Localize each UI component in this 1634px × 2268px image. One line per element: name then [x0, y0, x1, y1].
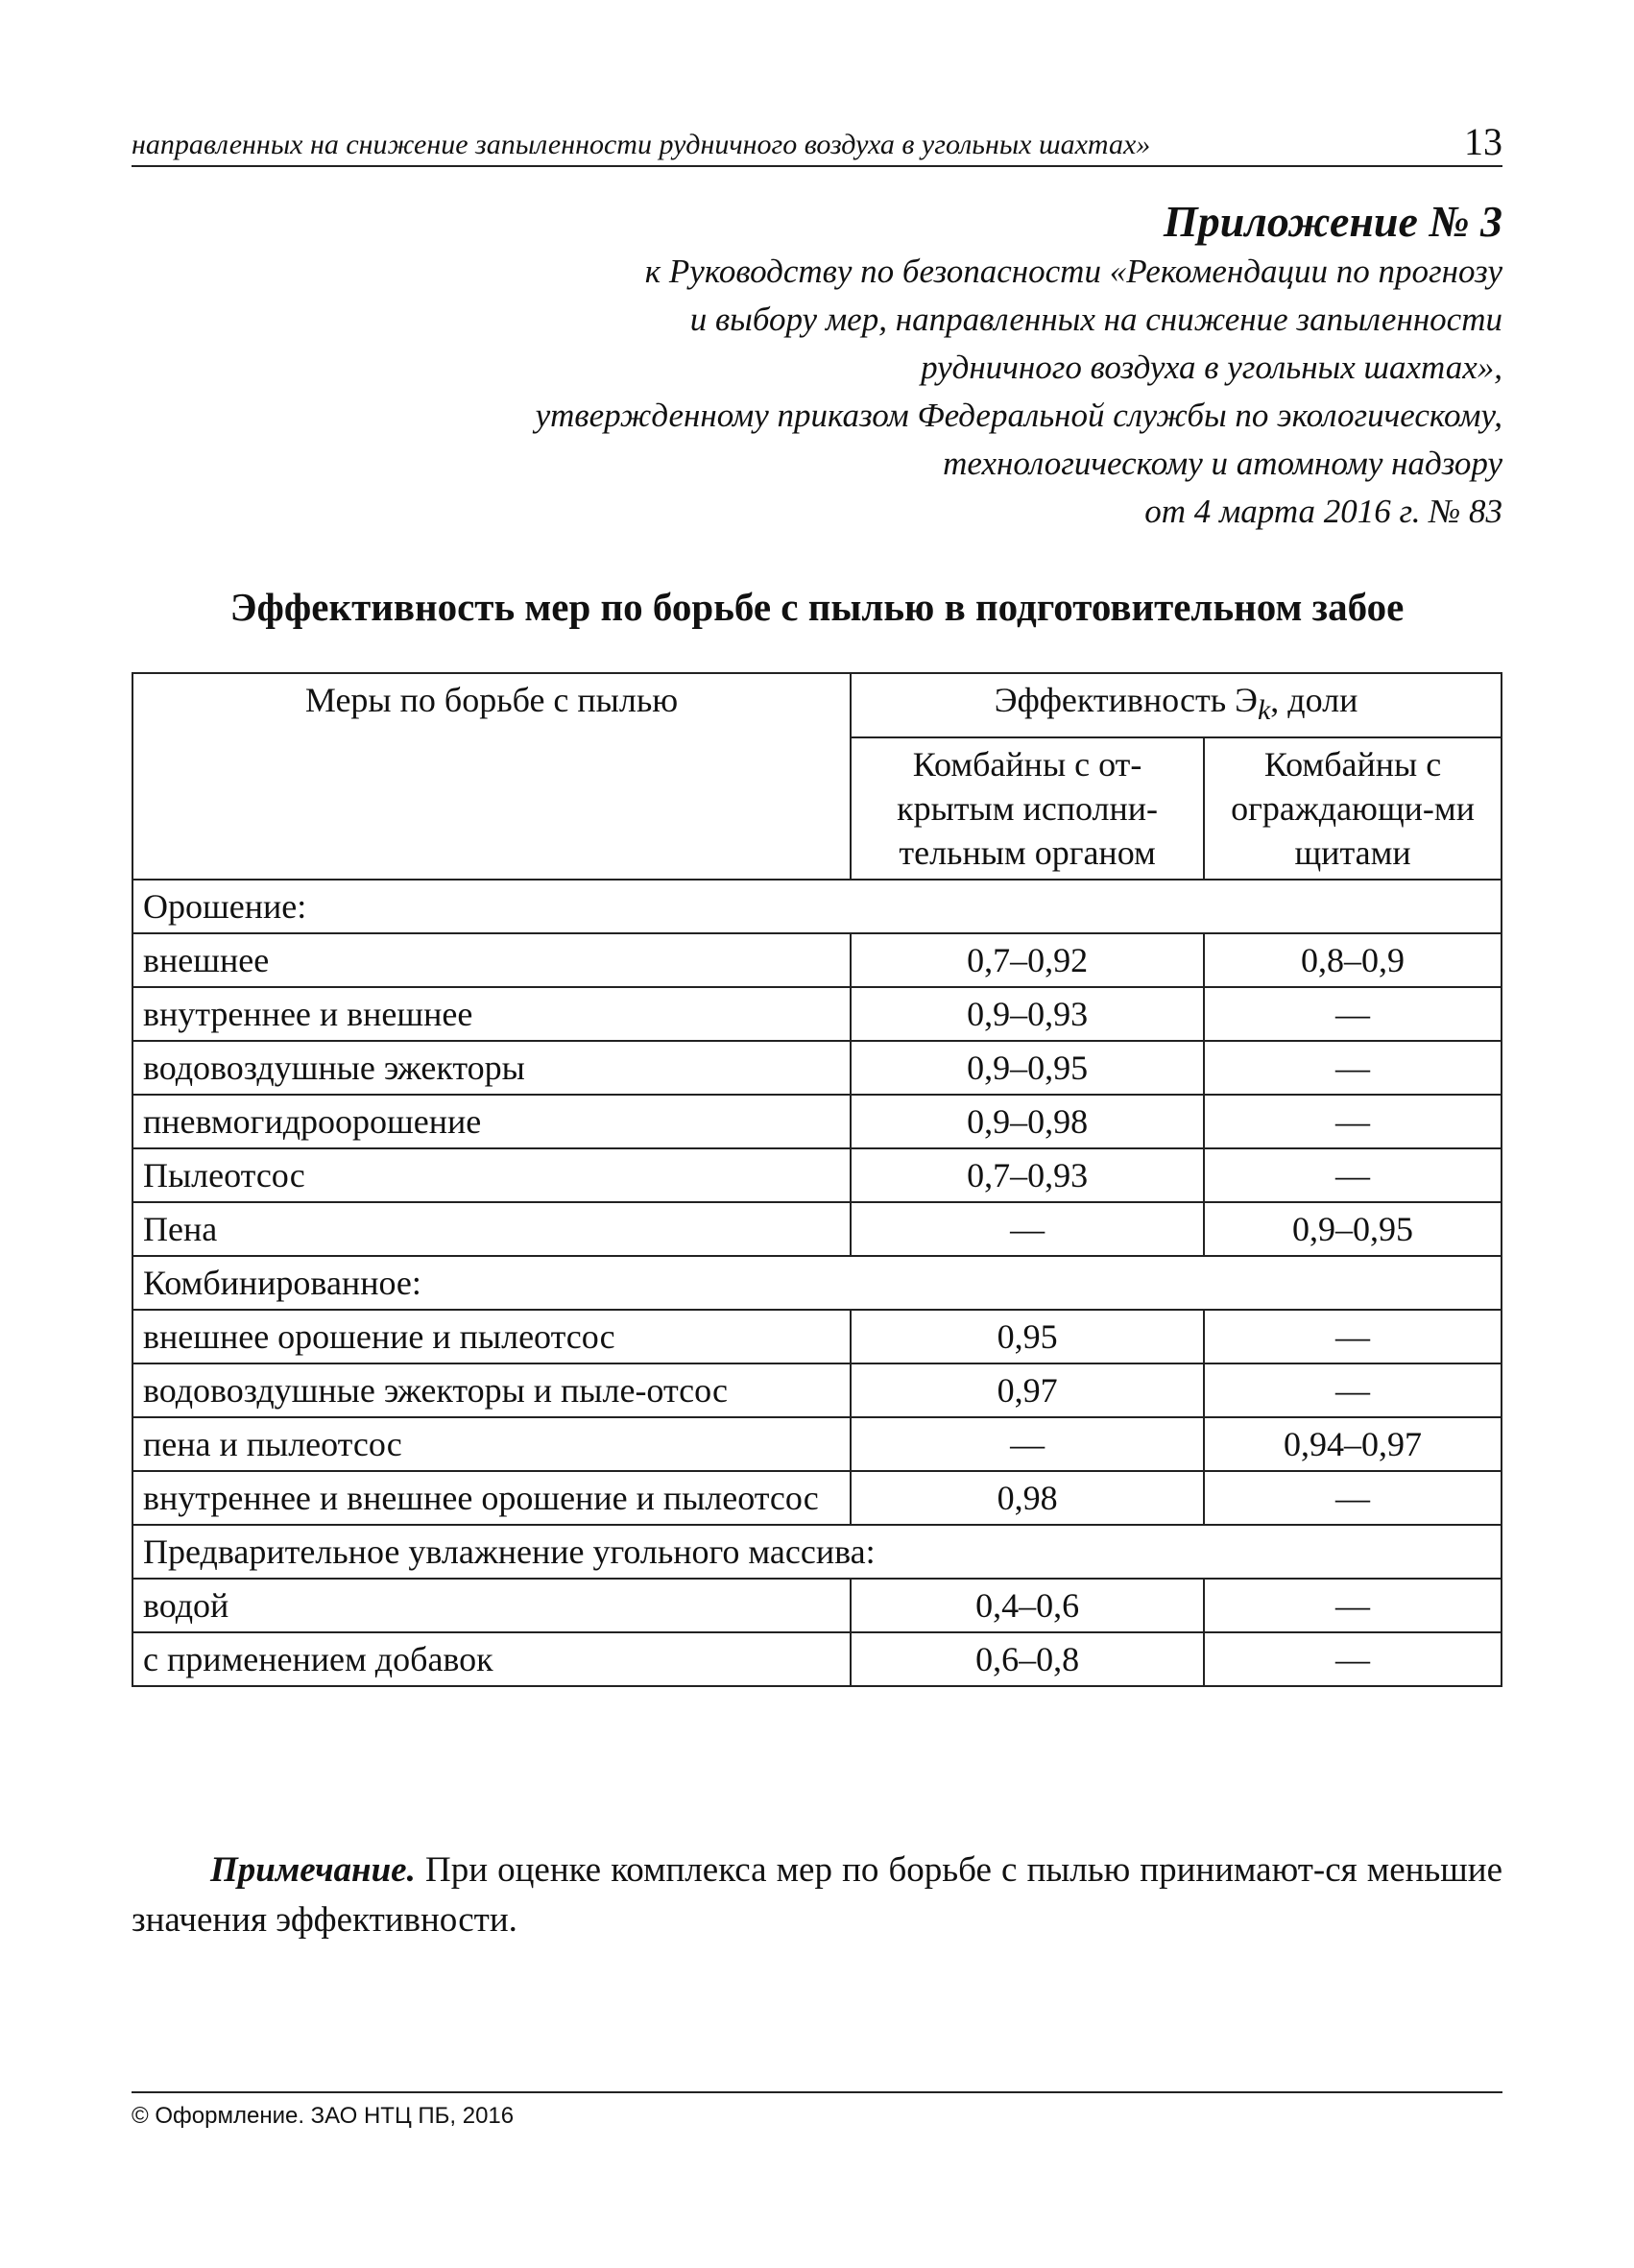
document-title: Эффективность мер по борьбе с пылью в подготовительном забое	[229, 585, 1405, 629]
measure-label: с применением добавок	[132, 1632, 851, 1686]
measure-label: водовоздушные эжекторы	[132, 1041, 851, 1095]
open-cutter-value: 0,9–0,93	[851, 987, 1204, 1041]
table-row	[132, 1363, 1502, 1417]
shielded-header: Комбайны с ограждающи-ми щитами	[1204, 737, 1502, 880]
open-cutter-value: 0,4–0,6	[851, 1579, 1204, 1632]
table-group-row	[132, 1525, 1502, 1579]
table-row	[132, 1148, 1502, 1202]
appendix-line: от 4 марта 2016 г. № 83	[1144, 492, 1502, 530]
measure-label: внутреннее и внешнее	[132, 987, 851, 1041]
shielded-value: —	[1204, 1579, 1502, 1632]
shielded-value: —	[1204, 1095, 1502, 1148]
effectiveness-column-header	[851, 673, 1502, 737]
measure-label: пена и пылеотсос	[132, 1417, 851, 1471]
copyright-footer: © Оформление. ЗАО НТЦ ПБ, 2016	[132, 2091, 1502, 2130]
measure-label: внешнее	[132, 933, 851, 987]
table-row	[132, 933, 1502, 987]
measure-label: водовоздушные эжекторы и пыле-отсос	[132, 1363, 851, 1417]
appendix-line: и выбору мер, направленных на снижение запыленности	[689, 300, 1502, 338]
open-cutter-value: 0,7–0,92	[851, 933, 1204, 987]
shielded-value: —	[1204, 1041, 1502, 1095]
shielded-value: 0,8–0,9	[1204, 933, 1502, 987]
shielded-value: —	[1204, 1632, 1502, 1686]
measure-label: Пылеотсос	[132, 1148, 851, 1202]
table-row	[132, 1310, 1502, 1363]
table-row	[132, 1579, 1502, 1632]
shielded-value: 0,94–0,97	[1204, 1417, 1502, 1471]
open-cutter-value: 0,6–0,8	[851, 1632, 1204, 1686]
appendix-block	[132, 197, 1502, 536]
measure-label: водой	[132, 1579, 851, 1632]
open-cutter-value: —	[851, 1417, 1204, 1471]
group-label: Орошение:	[132, 880, 1502, 933]
shielded-value: —	[1204, 987, 1502, 1041]
measure-label: внешнее орошение и пылеотсос	[132, 1310, 851, 1363]
measure-label: Пена	[132, 1202, 851, 1256]
table-row	[132, 1202, 1502, 1256]
note-text: При оценке комплекса мер по борьбе с пылью принимают-ся меньшие значения эффективности.	[132, 1850, 1503, 1940]
table-group-row	[132, 880, 1502, 933]
appendix-line: утвержденному приказом Федеральной службы по экологическому,	[535, 396, 1502, 434]
open-cutter-value: 0,98	[851, 1471, 1204, 1525]
appendix-line: рудничного воздуха в угольных шахтах»,	[921, 348, 1502, 386]
table-header-row	[132, 673, 1502, 737]
shielded-value: 0,9–0,95	[1204, 1202, 1502, 1256]
effectiveness-subscript: k	[1257, 694, 1271, 727]
page-number: 13	[1464, 120, 1502, 163]
group-label: Предварительное увлажнение угольного массива:	[132, 1525, 1502, 1579]
appendix-line: к Руководству по безопасности «Рекомендации по прогнозу	[644, 252, 1502, 290]
running-header	[132, 120, 1502, 167]
appendix-title: Приложение № 3	[1163, 197, 1502, 246]
shielded-value: —	[1204, 1148, 1502, 1202]
measures-column-header: Меры по борьбе с пылью	[132, 673, 851, 880]
open-cutter-value: 0,7–0,93	[851, 1148, 1204, 1202]
shielded-value: —	[1204, 1310, 1502, 1363]
open-cutter-value: 0,97	[851, 1363, 1204, 1417]
table-row	[132, 1632, 1502, 1686]
measure-label: внутреннее и внешнее орошение и пылеотсос	[132, 1471, 851, 1525]
appendix-line: технологическому и атомному надзору	[943, 444, 1502, 482]
effectiveness-label: Эффективность Э	[994, 681, 1258, 719]
running-title: направленных на снижение запыленности рудничного воздуха в угольных шахтах»	[132, 129, 1151, 160]
table-group-row	[132, 1256, 1502, 1310]
table-row	[132, 1417, 1502, 1471]
open-cutter-value: 0,9–0,95	[851, 1041, 1204, 1095]
table-row	[132, 1095, 1502, 1148]
shielded-value: —	[1204, 1471, 1502, 1525]
open-cutter-value: 0,9–0,98	[851, 1095, 1204, 1148]
group-label: Комбинированное:	[132, 1256, 1502, 1310]
effectiveness-table	[132, 672, 1502, 1687]
shielded-value: —	[1204, 1363, 1502, 1417]
table-row	[132, 987, 1502, 1041]
open-cutter-header: Комбайны с от-крытым исполни-тельным органом	[851, 737, 1204, 880]
open-cutter-value: —	[851, 1202, 1204, 1256]
measure-label: пневмогидроорошение	[132, 1095, 851, 1148]
effectiveness-unit: , доли	[1270, 681, 1358, 719]
table-row	[132, 1471, 1502, 1525]
table-row	[132, 1041, 1502, 1095]
note-paragraph	[132, 1846, 1502, 1945]
note-label: Примечание.	[210, 1850, 416, 1890]
open-cutter-value: 0,95	[851, 1310, 1204, 1363]
